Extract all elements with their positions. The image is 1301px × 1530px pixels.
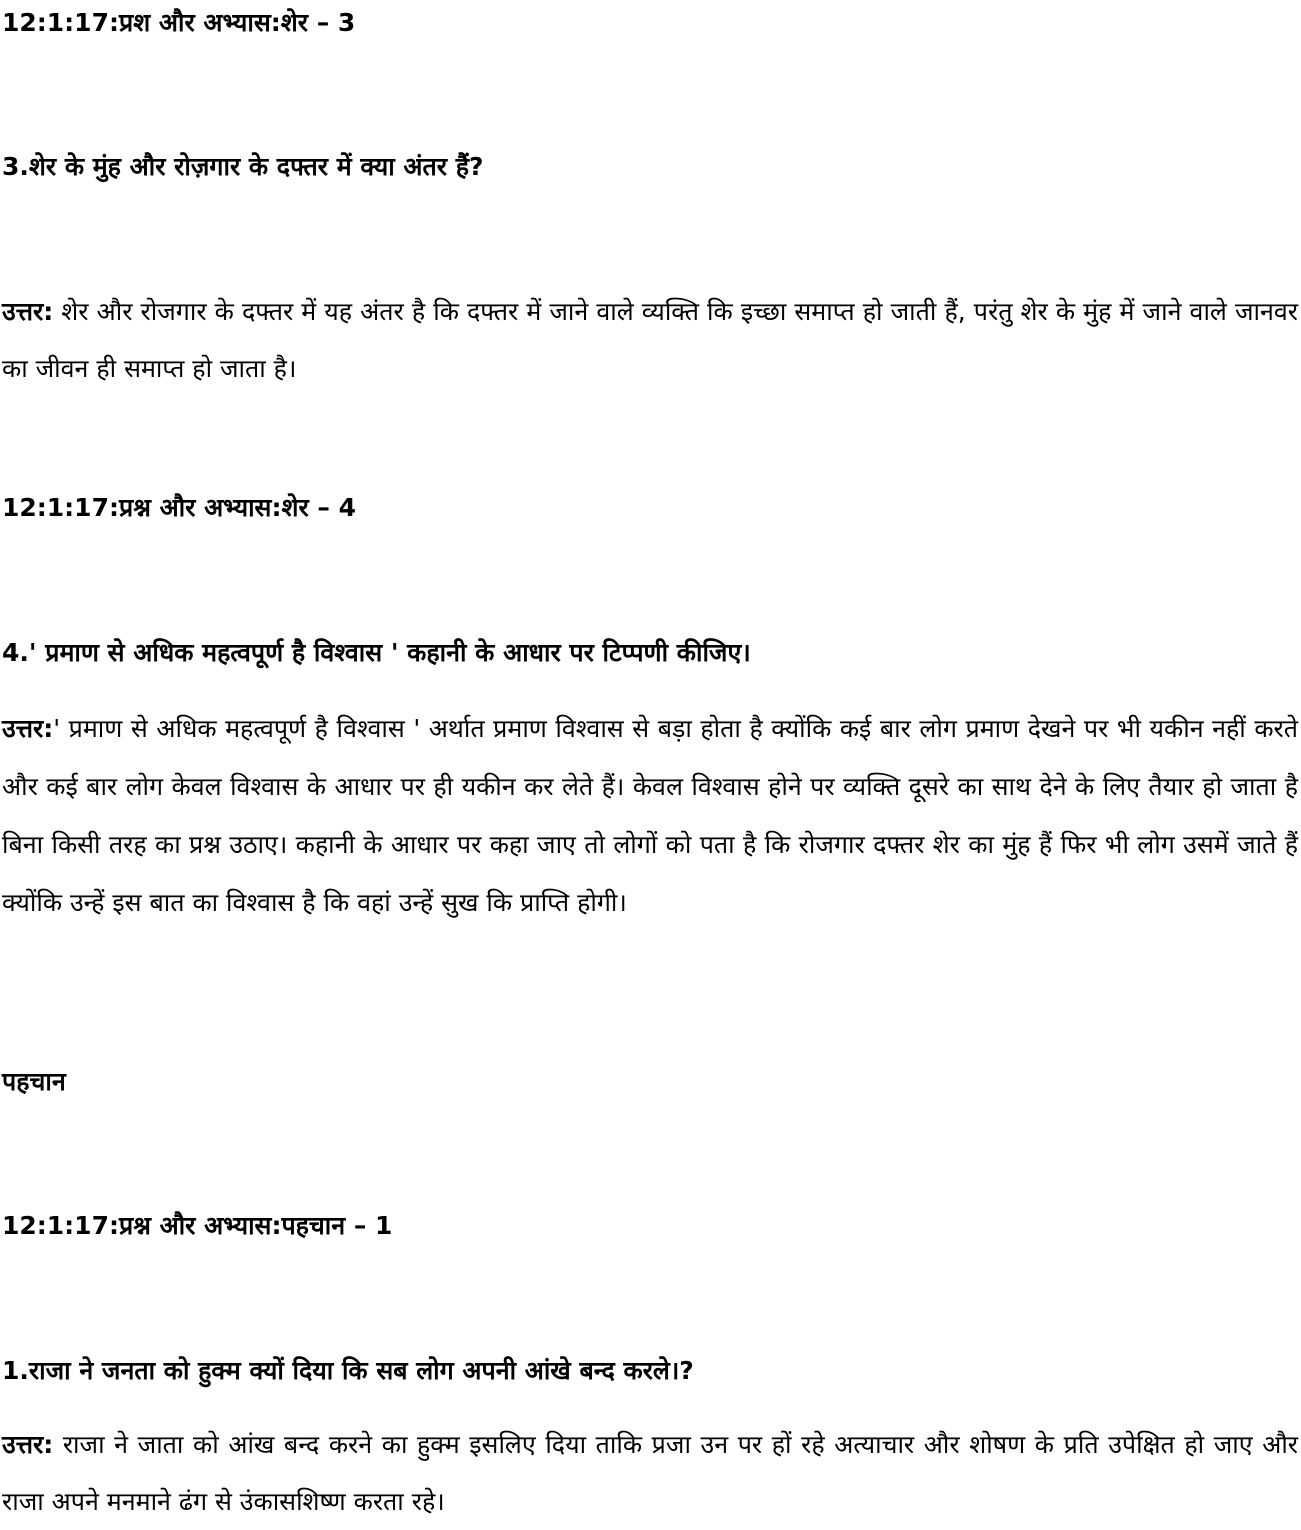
answer-label: उत्तर: xyxy=(2,714,54,743)
section-heading: 12:1:17:प्रश्न और अभ्यास:पहचान – 1 xyxy=(2,1211,393,1240)
answer-paragraph xyxy=(2,283,1298,397)
answer-paragraph xyxy=(2,700,1298,932)
answer-text: ' प्रमाण से अधिक महत्वपूर्ण है विश्वास ' अर्थात प्रमाण विश्वास से बड़ा होता है क्योंकि कई बार लोग प्रमाण देखने पर भी यकीन नहीं करते और कई बार लोग केवल विश्वास के आधार पर ही यकीन कर लेते हैं। केवल विश्वास होने पर व्यक्ति दूसरे का साथ देने के लिए तैयार हो जाता है बिना किसी तरह का प्रश्न उठाए। कहानी के आधार पर कहा जाए तो लोगों को पता है कि रोजगार दफ्तर शेर का मुंह हैं फिर भी लोग उसमें जाते हैं क्योंकि उन्हें इस बात का विश्वास है कि वहां उन्हें सुख कि प्राप्ति होगी। xyxy=(2,714,1298,917)
section-heading: 12:1:17:प्रश्न और अभ्यास:शेर – 4 xyxy=(2,493,356,522)
question-text: 4.' प्रमाण से अधिक महत्वपूर्ण है विश्वास ' कहानी के आधार पर टिप्पणी कीजिए। xyxy=(2,638,751,667)
question-text: 3.शेर के मुंह और रोज़गार के दफ्तर में क्या अंतर हैं? xyxy=(2,152,484,181)
answer-label: उत्तर: xyxy=(2,1430,54,1459)
answer-label: उत्तर: xyxy=(2,297,54,326)
answer-text: शेर और रोजगार के दफ्तर में यह अंतर है कि दफ्तर में जाने वाले व्यक्ति कि इच्छा समाप्त हो जाती हैं, परंतु शेर के मुंह में जाने वाले जानवर का जीवन ही समाप्त हो जाता है। xyxy=(2,297,1298,383)
section-heading: 12:1:17:प्रश और अभ्यास:शेर – 3 xyxy=(2,8,356,37)
answer-text: राजा ने जाता को आंख बन्द करने का हुक्म इसलिए दिया ताकि प्रजा उन पर हों रहे अत्याचार और शोषण के प्रति उपेक्षित हो जाए और राजा अपने मनमाने ढंग से उंकासशिष्ण करता रहे। xyxy=(2,1430,1298,1516)
question-text: 1.राजा ने जनता को हुक्म क्यों दिया कि सब लोग अपनी आंखे बन्द करले।? xyxy=(2,1356,694,1385)
answer-paragraph xyxy=(2,1416,1298,1530)
section-title: पहचान xyxy=(2,1067,66,1096)
